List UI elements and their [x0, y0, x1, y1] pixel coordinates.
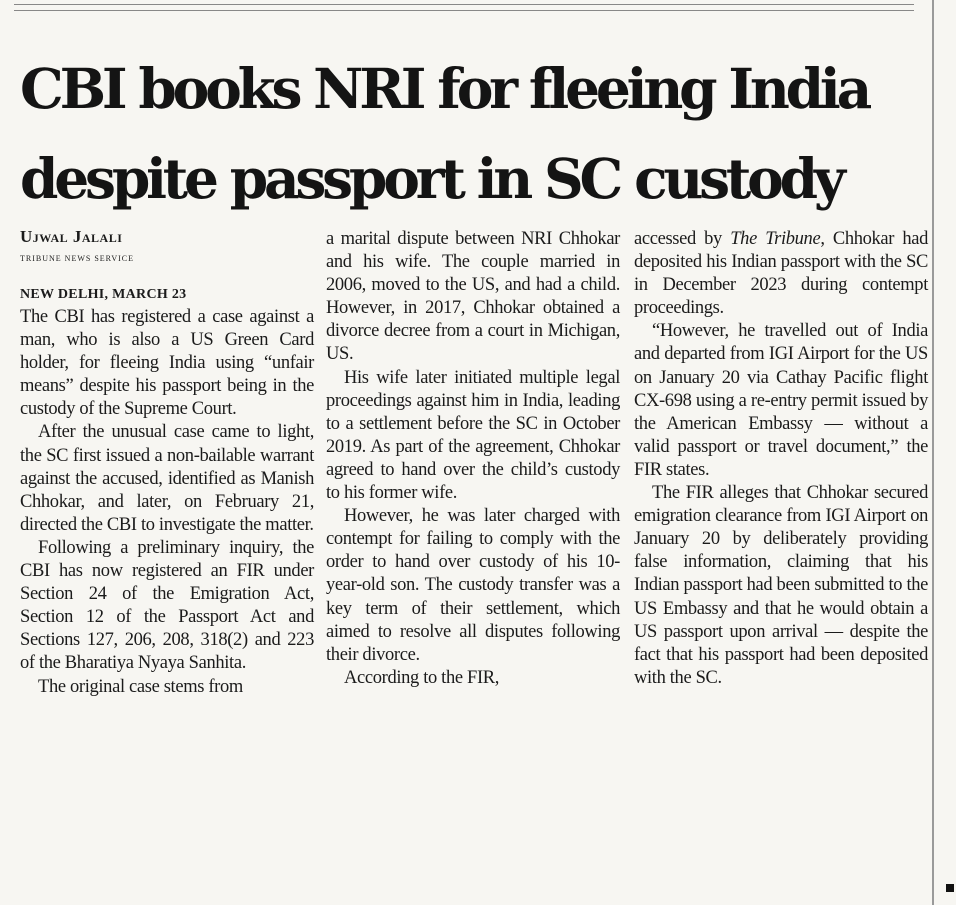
paragraph: However, he was later charged with contempt for failing to comply with the order to hand over custody of his 10-year-old son. The custody transfer was a key term of their settlement, which aimed to resolve all disputes following their divorce. — [326, 506, 620, 665]
paragraph: The CBI has registered a case against a man, who is also a US Green Card holder, for fleeing India using “unfair means” despite his passport being in the custody of the Supreme Court. — [20, 307, 314, 420]
paragraph: According to the FIR, — [344, 667, 500, 688]
column-3 — [634, 228, 928, 888]
paragraph-intro: accessed by — [634, 229, 722, 249]
paragraph: The FIR alleges that Chhokar secured emigration clearance from IGI Airport on January 20 by deliberately providing false information, claiming that his Indian passport had been submitted to the US Embassy and that he would obtain a US passport upon arrival — despite the fact that his passport had been deposited with the SC. — [634, 483, 928, 688]
top-rule — [14, 4, 914, 11]
column-rule — [932, 0, 934, 905]
paragraph-rest: , Chhokar had deposited his Indian passport with the SC in December 2023 during contempt proceedings. — [634, 229, 929, 319]
corner-marker — [946, 884, 954, 892]
column-1 — [20, 228, 314, 888]
dateline: NEW DELHI, MARCH 23 — [20, 287, 187, 302]
paragraph — [634, 228, 928, 320]
paragraph: “However, he travelled out of India and departed from IGI Airport for the US on January 20 via Cathay Pacific flight CX-698 using a re-entry permit issued by the American Embassy — without a valid passport or travel document,” the FIR states. — [634, 321, 928, 480]
paragraph: a marital dispute between NRI Chhokar and his wife. The couple married in 2006, moved to the US, and had a child. However, in 2017, Chhokar obtained a divorce decree from a court in Michigan, US. — [326, 229, 620, 365]
paragraph: After the unusual case came to light, the SC first issued a non-bailable warrant against the accused, identified as Manish Chhokar, and later, on February 21, directed the CBI to investigate the matter. — [20, 422, 314, 535]
headline — [20, 44, 925, 224]
paragraph: Following a preliminary inquiry, the CBI has now registered an FIR under Section 24 of the Emigration Act, Section 12 of the Passport Act and Sections 127, 206, 208, 318(2) and 223 of the Bharatiya Nyaya Sanhita. — [20, 537, 314, 674]
paragraph: His wife later initiated multiple legal proceedings against him in India, leading to a settlement before the SC in October 2019. As part of the agreement, Chhokar agreed to hand over the child’s custody to his former wife. — [326, 367, 620, 504]
publication-name: The Tribune — [730, 229, 821, 249]
byline: Ujwal Jalali — [20, 227, 123, 246]
paragraph: The original case stems from — [38, 676, 243, 697]
column-2 — [326, 228, 620, 888]
headline-line-1: CBI books NRI for fleeing India — [20, 56, 869, 121]
news-service: TRIBUNE NEWS SERVICE — [20, 254, 135, 263]
headline-line-2: despite passport in SC custody — [20, 146, 842, 211]
